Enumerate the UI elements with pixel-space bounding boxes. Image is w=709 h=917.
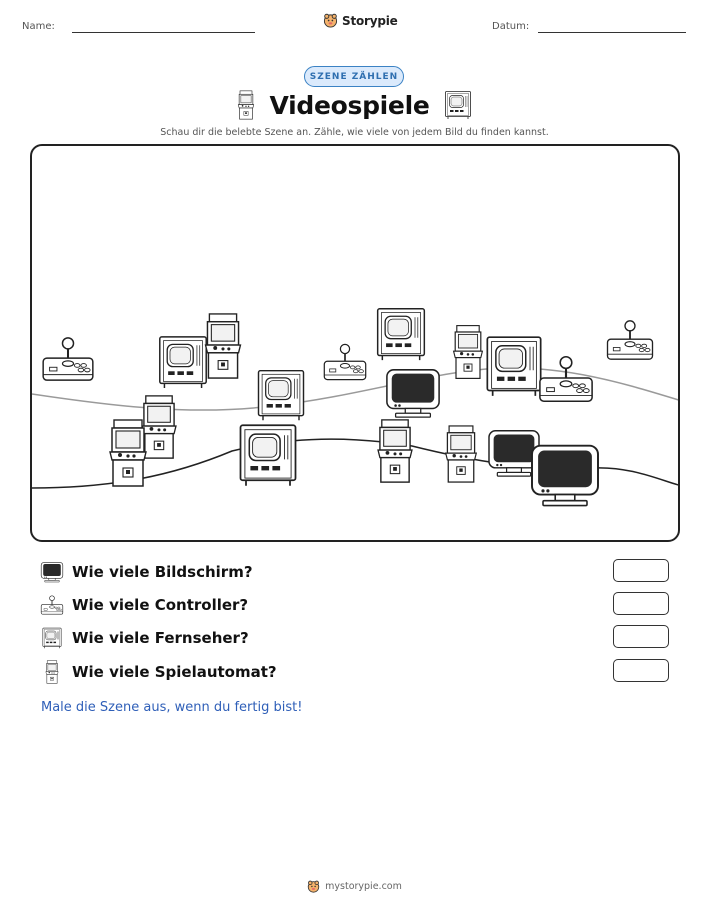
- date-line[interactable]: [538, 32, 686, 33]
- monitor-icon: [40, 561, 64, 583]
- question-row: [40, 627, 249, 649]
- controller-icon: [40, 594, 64, 616]
- tv-icon: [444, 90, 472, 120]
- question-text: Wie viele Fernseher?: [72, 629, 249, 647]
- name-line[interactable]: [72, 32, 255, 33]
- arcade-item: [108, 418, 148, 488]
- date-label: Datum:: [492, 21, 530, 32]
- tv-item: [374, 306, 428, 362]
- controller-item: [40, 336, 96, 382]
- monitor-item: [528, 442, 602, 508]
- arcade-item: [203, 312, 243, 380]
- brand-logo: [323, 13, 398, 28]
- coloring-note: Male die Szene aus, wenn du fertig bist!: [41, 700, 303, 715]
- tv-icon: [40, 627, 64, 649]
- tv-item: [255, 368, 307, 422]
- arcade-item: [376, 418, 414, 484]
- tv-item: [484, 334, 544, 398]
- answer-box[interactable]: [613, 559, 669, 582]
- title-row: [0, 90, 709, 120]
- footer: [0, 880, 709, 893]
- controller-item: [537, 351, 595, 407]
- question-row: [40, 660, 277, 684]
- answer-box[interactable]: [613, 592, 669, 615]
- category-badge: SZENE ZÄHLEN: [304, 66, 404, 87]
- controller-item: [322, 341, 368, 383]
- name-label: Name:: [22, 21, 55, 32]
- controller-item: [605, 318, 655, 362]
- arcade-icon: [40, 660, 64, 684]
- instructions: Schau dir die belebte Szene an. Zähle, wie viele von jedem Bild du finden kannst.: [160, 127, 549, 138]
- tv-item: [157, 334, 209, 390]
- question-text: Wie viele Bildschirm?: [72, 563, 253, 581]
- answer-box[interactable]: [613, 625, 669, 648]
- question-row: [40, 594, 248, 616]
- page-title: Videospiele: [269, 90, 430, 120]
- mascot-icon: [323, 13, 338, 28]
- mascot-icon: [307, 880, 320, 893]
- counting-scene: [30, 144, 680, 542]
- brand-name: Storypie: [342, 13, 398, 28]
- arcade-icon: [237, 90, 255, 120]
- question-text: Wie viele Spielautomat?: [72, 663, 277, 681]
- footer-url[interactable]: mystorypie.com: [325, 881, 402, 892]
- question-text: Wie viele Controller?: [72, 596, 249, 614]
- monitor-item: [384, 366, 442, 420]
- question-row: [40, 561, 253, 583]
- answer-box[interactable]: [613, 659, 669, 682]
- tv-item: [237, 422, 299, 488]
- arcade-item: [444, 424, 478, 484]
- arcade-item: [452, 324, 484, 380]
